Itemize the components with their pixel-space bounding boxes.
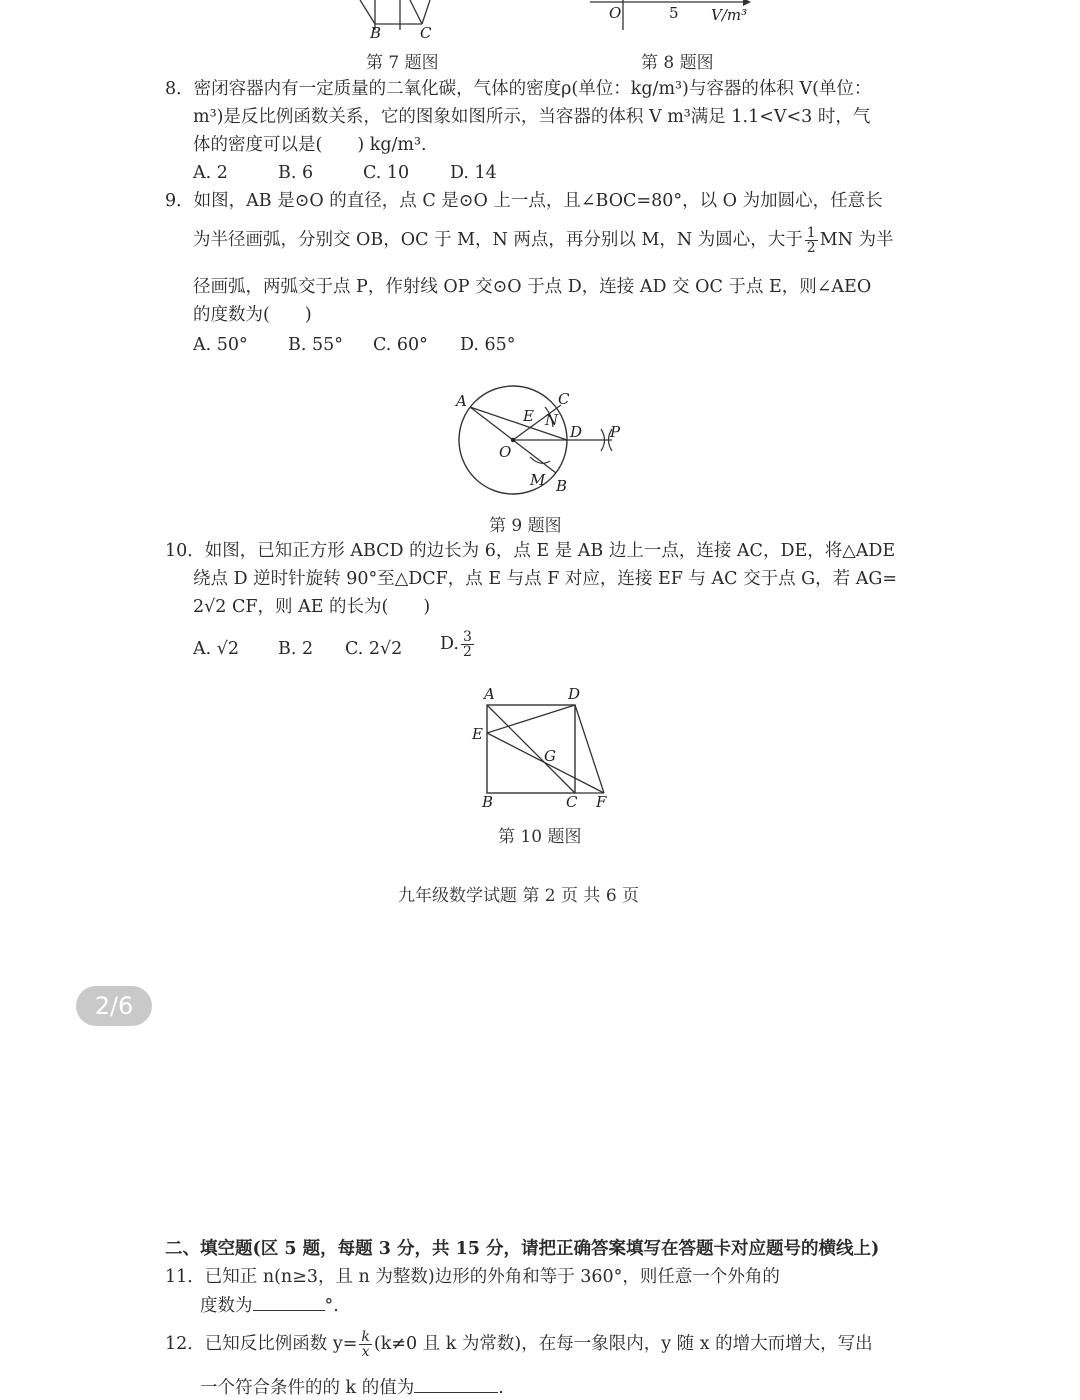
q12-line-1-prefix: 12．已知反比例函数 y= — [165, 1334, 358, 1354]
fig7-line-4 — [422, 0, 430, 24]
q10-option-d-den: 2 — [462, 644, 472, 660]
q10-option-a: A. √2 — [193, 639, 240, 659]
fig9-label-p: P — [610, 423, 621, 441]
fig9-center-dot — [511, 438, 515, 442]
q11-answer-blank[interactable] — [253, 1294, 325, 1311]
q8-option-b: B. 6 — [278, 163, 314, 183]
fig9-label-c: C — [558, 390, 570, 408]
q9-fraction — [805, 226, 818, 255]
q9-fraction-num: 1 — [806, 225, 816, 241]
q9-line-2a: 为半径画弧，分别交 OB，OC 于 M，N 两点，再分别以 M，N 为圆心，大于 — [193, 230, 803, 250]
figure-8 — [585, 0, 765, 30]
fig10-label-f: F — [596, 793, 607, 811]
fig10-label-c: C — [566, 793, 578, 811]
q12-line-2-suffix: . — [498, 1378, 504, 1398]
fig10-caption: 第 10 题图 — [498, 827, 582, 847]
q12-line-2 — [200, 1376, 504, 1399]
fig7-caption: 第 7 题图 — [366, 53, 439, 73]
q12-line-2-prefix: 一个符合条件的的 k 的值为 — [200, 1378, 415, 1398]
q8-line-2: m³)是反比例函数关系，它的图象如图所示，当容器的体积 V m³满足 1.1<V<3 时，气 — [193, 107, 871, 127]
fig9-label-b: B — [556, 477, 568, 495]
q9-line-1: 9．如图，AB 是⊙O 的直径，点 C 是⊙O 上一点，且∠BOC=80°，以 O 为加圆心，任意长 — [165, 191, 883, 211]
q8-option-a: A. 2 — [193, 163, 228, 183]
q10-line-2: 绕点 D 逆时针旋转 90°至△DCF，点 E 与点 F 对应，连接 EF 与 AC 交于点 G，若 AG= — [193, 569, 898, 589]
fig9-caption: 第 9 题图 — [489, 516, 562, 536]
q8-line-1: 8．密闭容器内有一定质量的二氧化碳，气体的密度ρ(单位：kg/m³)与容器的体积 V(单位： — [165, 79, 872, 99]
q11-line-2-suffix: °. — [324, 1296, 339, 1316]
q9-line-4: 的度数为( ) — [193, 305, 312, 325]
q12-fraction — [359, 1330, 371, 1359]
figure-10 — [470, 683, 620, 813]
q10-option-d — [440, 630, 476, 659]
q10-option-d-frac — [461, 630, 474, 659]
fig10-label-e: E — [472, 725, 483, 743]
q10-option-d-prefix: D. — [440, 634, 459, 654]
q9-option-a: A. 50° — [193, 335, 248, 355]
q9-line-2b: MN 为半 — [819, 230, 894, 250]
q9-line-2 — [193, 226, 894, 255]
q9-option-b: B. 55° — [288, 335, 344, 355]
fig9-label-o: O — [499, 443, 512, 461]
figure-9 — [450, 385, 640, 505]
fig8-caption: 第 8 题图 — [641, 53, 714, 73]
fig10-label-d: D — [568, 685, 581, 703]
q11-line-2-prefix: 度数为 — [200, 1296, 253, 1316]
fig7-label-c: C — [420, 24, 432, 40]
q10-line-1: 10．如图，已知正方形 ABCD 的边长为 6，点 E 是 AB 边上一点，连接 AC，DE，将△ADE — [165, 541, 896, 561]
fig8-label-o: O — [609, 4, 622, 22]
fig9-label-n: N — [545, 411, 559, 429]
fig9-label-a: A — [456, 392, 467, 410]
fig8-label-5: 5 — [669, 4, 679, 22]
q12-line-1-suffix: (k≠0 且 k 为常数)，在每一象限内，y 随 x 的增大而增大，写出 — [373, 1334, 873, 1354]
q9-line-3: 径画弧，两弧交于点 P，作射线 OP 交⊙O 于点 D，连接 AD 交 OC 于点 E，则∠AEO — [193, 277, 872, 297]
fig10-label-a: A — [484, 685, 495, 703]
q9-option-c: C. 60° — [373, 335, 428, 355]
q8-option-c: C. 10 — [363, 163, 410, 183]
fig9-label-m: M — [530, 471, 546, 489]
fig7-line-6 — [410, 0, 422, 24]
q12-fraction-den: x — [361, 1344, 370, 1360]
q10-option-d-num: 3 — [462, 629, 472, 645]
fig9-label-d: D — [570, 423, 583, 441]
q10-option-b: B. 2 — [278, 639, 314, 659]
q11-line-1: 11．已知正 n(n≥3，且 n 为整数)边形的外角和等于 360°，则任意一个外角的 — [165, 1267, 780, 1287]
page-footer: 九年级数学试题 第 2 页 共 6 页 — [398, 886, 640, 906]
q8-line-3: 体的密度可以是( ) kg/m³. — [193, 135, 427, 155]
q10-option-c: C. 2√2 — [345, 639, 403, 659]
q8-option-d: D. 14 — [450, 163, 497, 183]
q12-line-1 — [165, 1330, 873, 1359]
figure-7 — [350, 0, 460, 40]
q12-answer-blank[interactable] — [414, 1376, 498, 1393]
fig7-label-b: B — [370, 24, 382, 40]
fig7-line-1 — [360, 0, 375, 24]
q9-option-d: D. 65° — [460, 335, 516, 355]
fig8-label-v: V/m³ — [711, 6, 748, 24]
q12-fraction-num: k — [361, 1329, 370, 1345]
q11-line-2 — [200, 1294, 339, 1317]
page-indicator: 2/6 — [76, 986, 152, 1026]
q9-fraction-den: 2 — [806, 240, 816, 256]
fig10-label-g: G — [544, 747, 556, 765]
fig10-diagonal-ac — [487, 705, 575, 793]
q10-line-3: 2√2 CF，则 AE 的长为( ) — [193, 597, 431, 617]
fig10-label-b: B — [482, 793, 494, 811]
section-2-title: 二、填空题(区 5 题，每题 3 分，共 15 分，请把正确答案填写在答题卡对应题号的横线上) — [165, 1239, 880, 1259]
fig9-label-e: E — [523, 407, 534, 425]
